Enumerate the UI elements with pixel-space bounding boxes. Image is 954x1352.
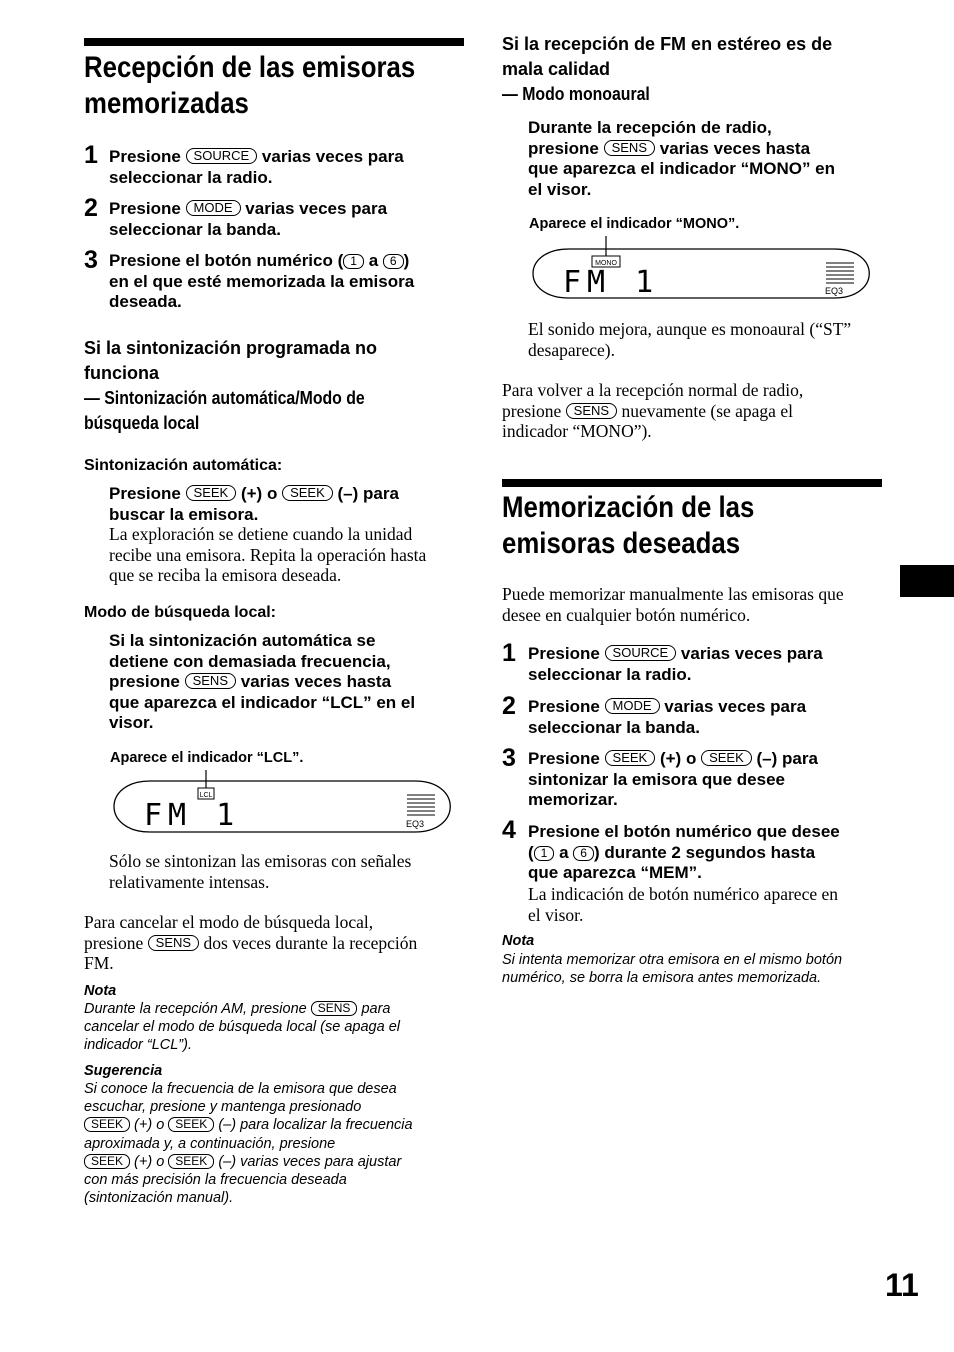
note-line: numérico, se borra la emisora antes memorizada. xyxy=(502,970,822,987)
instruction-line xyxy=(528,139,888,160)
sens-key: SENS xyxy=(185,673,236,689)
body-line xyxy=(502,401,892,422)
instruction-line: detiene con demasiada frecuencia, xyxy=(109,651,391,671)
step-text: seleccionar la radio. xyxy=(109,167,273,187)
instruction-line: que aparezca el indicador “LCL” en el xyxy=(109,692,416,712)
tip-line: aproximada y, a continuación, presione xyxy=(84,1135,336,1152)
number-key-6: 6 xyxy=(383,254,404,269)
body-line: recibe una emisora. Repita la operación hasta xyxy=(109,544,427,565)
local-seek-instruction xyxy=(109,631,474,734)
seek-key: SEEK xyxy=(701,750,752,766)
note-line: indicador “LCL”). xyxy=(84,1037,192,1054)
section-title-memorizacion xyxy=(502,490,880,562)
step-number-3: 3 xyxy=(502,744,516,772)
step-text: a xyxy=(368,251,379,270)
step-text: seleccionar la banda. xyxy=(528,717,700,737)
seek-key: SEEK xyxy=(168,1117,214,1132)
page-number: 11 xyxy=(885,1267,919,1303)
body-line: FM. xyxy=(84,953,114,973)
tip-line xyxy=(84,1153,474,1171)
body-line: relativamente intensas. xyxy=(109,871,270,892)
mono-caption: Aparece el indicador “MONO”. xyxy=(529,216,740,232)
step-text: que aparezca “MEM”. xyxy=(528,863,702,882)
note-text: Durante la recepción AM, presione xyxy=(84,1001,307,1017)
mode-key: MODE xyxy=(605,698,660,714)
body-line: La exploración se detiene cuando la unidad xyxy=(109,524,413,544)
instruction-text: presione xyxy=(109,672,180,691)
title-line-2: emisoras deseadas xyxy=(502,527,741,560)
instruction-line: visor. xyxy=(109,713,154,732)
number-key-6: 6 xyxy=(573,846,594,861)
mono-display-text: FM 1 xyxy=(563,265,660,300)
step-text: sintonizar la emisora que desee xyxy=(528,769,785,789)
note-text-left xyxy=(84,1000,474,1055)
memo-intro xyxy=(502,584,892,625)
body-line xyxy=(84,933,474,954)
note-line: cancelar el modo de búsqueda local (se apaga el xyxy=(84,1019,400,1036)
problem-heading xyxy=(84,336,464,385)
body-line: Sólo se sintonizan las emisoras con señales xyxy=(109,851,412,871)
section-rule-right xyxy=(502,479,882,487)
tip-text: (–) varias veces para ajustar xyxy=(218,1153,402,1170)
source-key: SOURCE xyxy=(605,645,677,661)
seek-key: SEEK xyxy=(84,1154,130,1169)
step-text: Presione xyxy=(528,697,600,716)
instruction-text: varias veces hasta xyxy=(659,138,811,158)
auto-tuning-body xyxy=(109,524,474,586)
step-text: Presione el botón numérico ( xyxy=(109,251,344,270)
step-number-1: 1 xyxy=(84,141,98,169)
step-1-text xyxy=(109,147,469,188)
body-text: presione xyxy=(502,400,562,421)
step-text: memorizar. xyxy=(528,790,618,809)
body-line: El sonido mejora, aunque es monoaural (“ST” xyxy=(528,319,852,339)
body-text: presione xyxy=(84,932,144,953)
instruction-line xyxy=(109,672,474,693)
sens-key: SENS xyxy=(311,1001,358,1016)
step-text: seleccionar la radio. xyxy=(528,664,692,684)
tip-line: (sintonización manual). xyxy=(84,1190,234,1207)
body-line: Para volver a la recepción normal de radio, xyxy=(502,380,804,400)
subheading-line: búsqueda local xyxy=(84,412,200,433)
sens-key: SENS xyxy=(604,140,655,156)
auto-tuning-instruction xyxy=(109,484,469,525)
lcl-display-text: FM 1 xyxy=(144,798,241,833)
sens-key: SENS xyxy=(566,403,617,419)
note-heading-left: Nota xyxy=(84,983,117,999)
step-text: varias veces para xyxy=(680,644,823,663)
step-number-3: 3 xyxy=(84,246,98,274)
step-number-2: 2 xyxy=(502,692,516,720)
eq-label: EQ3 xyxy=(825,286,844,296)
section-rule-left xyxy=(84,38,464,46)
instruction-text: Presione xyxy=(109,484,181,503)
tip-line: Si conoce la frecuencia de la emisora que desea xyxy=(84,1081,397,1097)
seek-key: SEEK xyxy=(186,485,237,501)
step-text: Presione xyxy=(528,644,600,663)
tip-text: (+) o xyxy=(134,1117,165,1134)
source-key: SOURCE xyxy=(186,148,258,164)
heading-line: Si la sintonización programada no xyxy=(84,338,378,358)
mono-subheading: — Modo monoaural xyxy=(502,84,650,104)
step-text: Presione xyxy=(528,749,600,768)
section-side-tab xyxy=(900,565,954,597)
eq-bars-icon xyxy=(407,795,435,815)
body-text: nuevamente (se apaga el xyxy=(621,400,793,421)
instruction-line: Si la sintonización automática se xyxy=(109,631,376,650)
sens-key: SENS xyxy=(148,935,199,951)
section-title-recepcion xyxy=(84,50,462,122)
step-2-text xyxy=(109,199,469,240)
step-text: varias veces para xyxy=(664,697,807,716)
title-line-1: Recepción de las emisoras xyxy=(84,51,416,84)
note-line xyxy=(84,1000,474,1018)
step-text: varias veces para xyxy=(261,147,404,166)
step-text: ) xyxy=(403,251,410,270)
step-text: Presione el botón numérico que desee xyxy=(528,822,840,841)
body-line: el visor. xyxy=(528,904,584,925)
instruction-line: que aparezca el indicador “MONO” en xyxy=(528,159,836,178)
step-text: varias veces para xyxy=(245,199,388,218)
tip-line: escuchar, presione y mantenga presionado xyxy=(84,1099,362,1116)
seek-key: SEEK xyxy=(282,485,333,501)
body-line: Para cancelar el modo de búsqueda local, xyxy=(84,912,374,932)
auto-tuning-heading: Sintonización automática: xyxy=(84,457,283,474)
cancel-paragraph xyxy=(84,912,474,974)
step-text: deseada. xyxy=(109,292,182,311)
instruction-text: buscar la emisora. xyxy=(109,504,259,524)
instruction-line: Durante la recepción de radio, xyxy=(528,118,772,137)
tip-heading: Sugerencia xyxy=(84,1063,163,1079)
local-seek-heading: Modo de búsqueda local: xyxy=(84,604,277,621)
memo-step-4-text xyxy=(528,822,888,884)
mono-after xyxy=(528,319,898,360)
instruction-text: presione xyxy=(528,138,599,158)
mono-indicator-text: MONO xyxy=(595,260,617,267)
instruction-line: el visor. xyxy=(528,179,592,199)
step-text: seleccionar la banda. xyxy=(109,219,281,239)
number-key-1: 1 xyxy=(343,254,364,269)
lcl-indicator-text: LCL xyxy=(199,792,213,799)
mono-return xyxy=(502,380,892,442)
note-text-right xyxy=(502,951,902,987)
seek-key: SEEK xyxy=(605,750,656,766)
step-text: ( xyxy=(528,842,534,862)
memo-step-4-body xyxy=(528,884,898,925)
mono-instruction xyxy=(528,118,888,200)
seek-key: SEEK xyxy=(168,1154,214,1169)
eq-label: EQ3 xyxy=(406,819,425,829)
title-line-1: Memorización de las xyxy=(502,491,755,524)
step-text: a xyxy=(559,842,569,862)
step-number-2: 2 xyxy=(84,194,98,222)
step-text: Presione xyxy=(109,199,181,218)
instruction-text: (–) para xyxy=(337,484,399,503)
heading-line: funciona xyxy=(84,362,159,383)
title-line-2: memorizadas xyxy=(84,87,249,120)
step-number-4: 4 xyxy=(502,816,516,844)
memo-step-2-text xyxy=(528,697,888,738)
note-heading-right: Nota xyxy=(502,933,535,949)
step-text: ) durante 2 segundos hasta xyxy=(593,842,816,862)
body-line: que se reciba la emisora deseada. xyxy=(109,565,342,585)
mono-display-illustration xyxy=(529,234,874,302)
eq-bars-icon xyxy=(826,263,854,283)
body-line: indicador “MONO”). xyxy=(502,421,652,441)
instruction-text: (+) o xyxy=(240,484,278,503)
problem-subheading xyxy=(84,386,365,435)
heading-line: Si la recepción de FM en estéreo es de xyxy=(502,34,833,54)
mono-heading xyxy=(502,32,892,81)
lcl-display-illustration xyxy=(110,768,455,836)
body-line: Puede memorizar manualmente las emisoras que xyxy=(502,584,844,604)
body-line: La indicación de botón numérico aparece en xyxy=(528,884,838,904)
heading-line: mala calidad xyxy=(502,58,611,79)
subheading-line: — Sintonización automática/Modo de xyxy=(84,388,365,408)
seek-key: SEEK xyxy=(84,1117,130,1132)
step-text: (+) o xyxy=(659,749,697,768)
tip-text xyxy=(84,1080,474,1207)
tip-line: con más precisión la frecuencia deseada xyxy=(84,1172,347,1189)
tip-line xyxy=(84,1116,474,1134)
step-text: (–) para xyxy=(756,749,818,768)
step-text: Presione xyxy=(109,147,181,166)
tip-text: (+) o xyxy=(134,1153,165,1170)
mode-key: MODE xyxy=(186,200,241,216)
body-line: desaparece). xyxy=(528,339,615,360)
step-text: en el que esté memorizada la emisora xyxy=(109,271,415,291)
number-key-1: 1 xyxy=(534,846,555,861)
step-number-1: 1 xyxy=(502,639,516,667)
note-text: para xyxy=(361,1001,391,1017)
local-seek-after xyxy=(109,851,474,892)
body-text: dos veces durante la recepción xyxy=(203,932,418,953)
note-line: Si intenta memorizar otra emisora en el mismo botón xyxy=(502,952,843,968)
memo-step-1-text xyxy=(528,644,888,685)
tip-text: (–) para localizar la frecuencia xyxy=(218,1117,413,1134)
body-line: desee en cualquier botón numérico. xyxy=(502,604,751,625)
step-3-text xyxy=(109,251,469,313)
lcl-caption: Aparece el indicador “LCL”. xyxy=(110,750,304,766)
memo-step-3-text xyxy=(528,749,888,811)
instruction-text: varias veces hasta xyxy=(240,672,392,691)
